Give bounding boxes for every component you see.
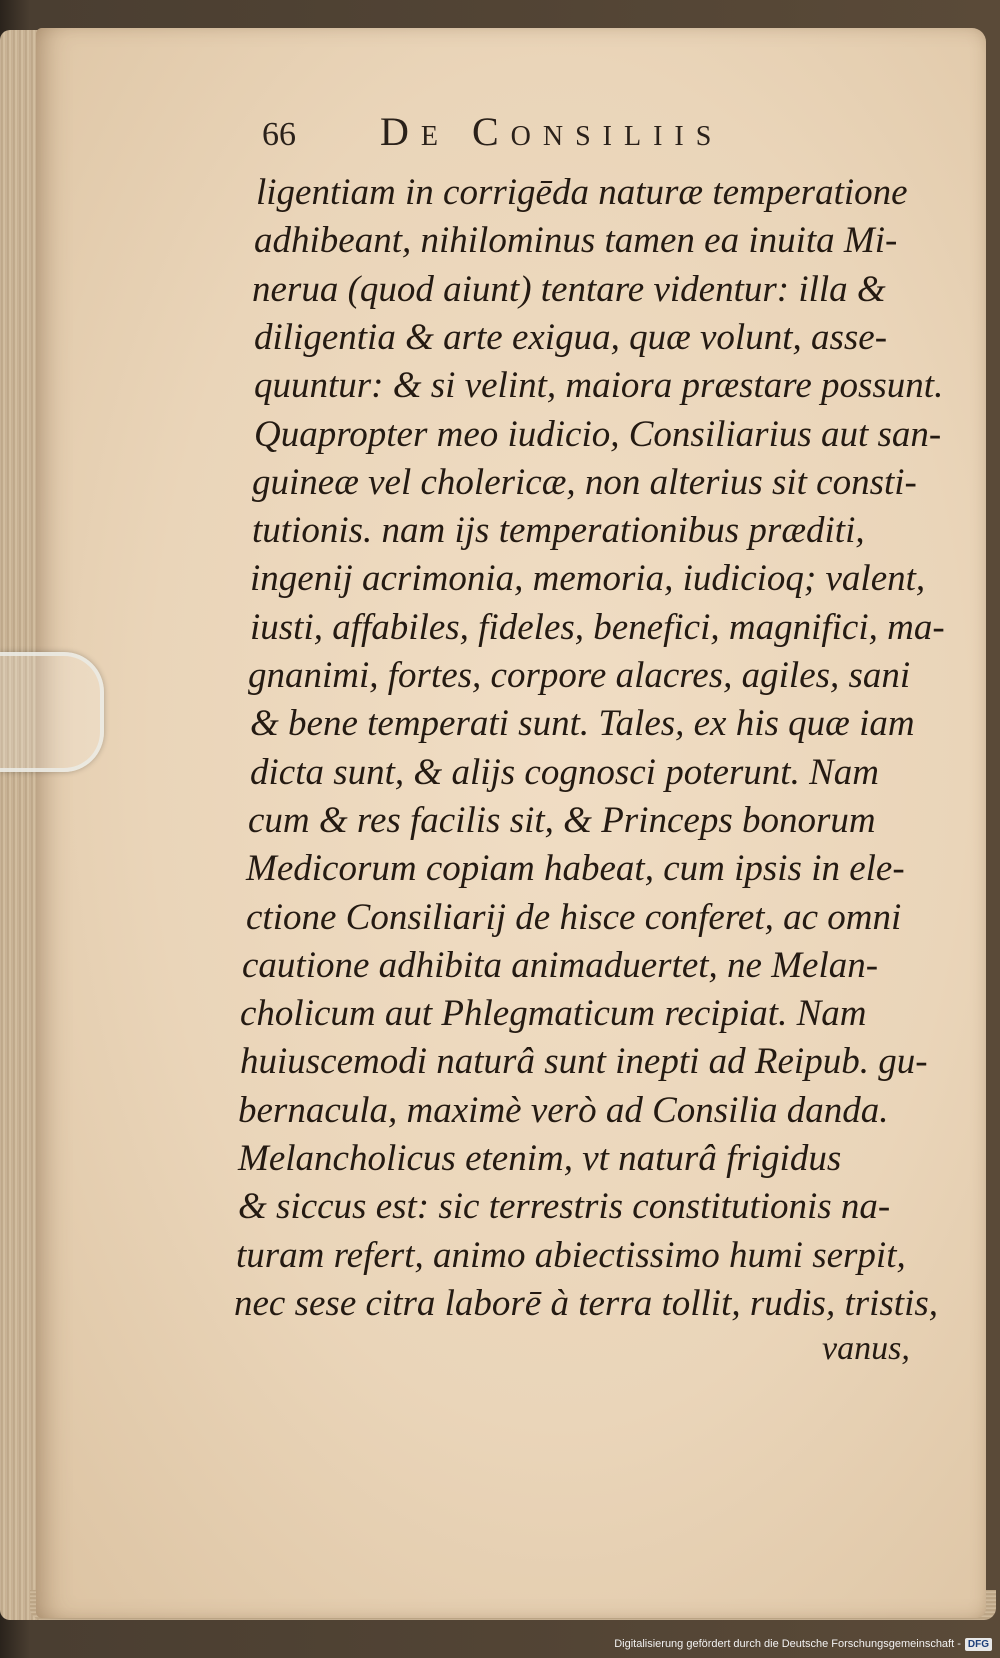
text-line: diligentia & arte exigua, quæ volunt, asse- xyxy=(254,316,888,358)
text-line: ctione Consiliarij de hisce conferet, ac omni xyxy=(246,896,902,938)
text-line: & bene temperati sunt. Tales, ex his quæ iam xyxy=(250,703,915,745)
text-line: ingenij acrimonia, memoria, iudicioq; valent, xyxy=(250,558,926,600)
text-line: nec sese citra laborē à terra tollit, rudis, tristis, xyxy=(234,1282,939,1324)
text-line: nerua (quod aiunt) tentare videntur: illa & xyxy=(252,268,886,310)
text-line: iusti, affabiles, fideles, benefici, magnifici, ma- xyxy=(250,606,945,648)
text-line: ligentiam in corrigēda naturæ temperatione xyxy=(256,172,908,213)
running-head xyxy=(262,108,862,168)
footer-credit-text: Digitalisierung gefördert durch die Deutsche Forschungsgemeinschaft - xyxy=(614,1638,961,1650)
running-head-title: De Consiliis xyxy=(380,109,724,154)
text-line: Melancholicus etenim, vt naturâ frigidus xyxy=(238,1138,842,1179)
text-line: Quapropter meo iudicio, Consiliarius aut san- xyxy=(254,413,942,455)
text-line: bernacula, maximè verò ad Consilia danda. xyxy=(238,1089,889,1131)
text-line: & siccus est: sic terrestris constitutionis na- xyxy=(238,1186,891,1228)
footer-credit xyxy=(560,1634,992,1654)
text-line: guineæ vel cholericæ, non alterius sit consti- xyxy=(252,461,917,503)
text-line: cum & res facilis sit, & Princeps bonorum xyxy=(248,799,876,841)
text-line: cholicum aut Phlegmaticum recipiat. Nam xyxy=(240,993,867,1035)
text-line: huiuscemodi naturâ sunt inepti ad Reipub. gu- xyxy=(240,1041,928,1083)
text-line: gnanimi, fortes, corpore alacres, agiles, sani xyxy=(248,655,911,696)
text-line: tutionis. nam ijs temperationibus præditi, xyxy=(252,510,865,552)
text-line: turam refert, animo abiectissimo humi serpit, xyxy=(236,1234,906,1276)
text-line: dicta sunt, & alijs cognosci poterunt. Nam xyxy=(250,751,879,793)
text-line: Medicorum copiam habeat, cum ipsis in ele- xyxy=(246,848,905,890)
text-line: cautione adhibita animaduertet, ne Melan- xyxy=(242,944,879,986)
bookmark-clip xyxy=(0,652,104,772)
text-line: quuntur: & si velint, maiora præstare possunt. xyxy=(254,365,944,407)
dfg-logo: DFG xyxy=(965,1638,992,1651)
text-line: adhibeant, nihilominus tamen ea inuita Mi- xyxy=(254,220,898,262)
catchword: vanus, xyxy=(822,1330,910,1367)
page-number: 66 xyxy=(262,116,296,153)
